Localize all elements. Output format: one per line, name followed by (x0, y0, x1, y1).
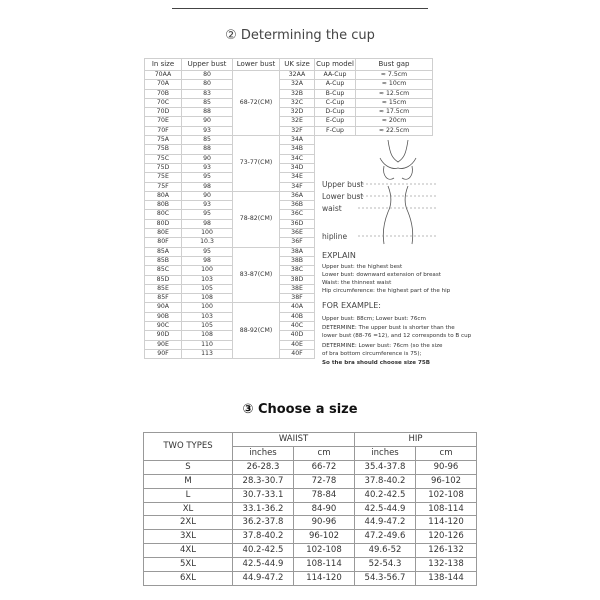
cell-upper-bust: 108 (182, 294, 233, 303)
cell-upper-bust: 100 (182, 266, 233, 275)
cell-uk-size: 34A (280, 136, 315, 145)
cell-hip-inches: 40.2-42.5 (355, 488, 416, 502)
cell-hip-inches: 35.4-37.8 (355, 460, 416, 474)
cell-upper-bust: 98 (182, 256, 233, 265)
cell-upper-bust: 98 (182, 219, 233, 228)
label-waist: waist (322, 204, 342, 213)
header-cup-model: Cup model (315, 59, 356, 71)
cell-in-size: 90E (145, 340, 182, 349)
cell-size: 5XL (144, 558, 233, 572)
cell-upper-bust: 110 (182, 340, 233, 349)
table-row (144, 544, 477, 558)
cell-uk-size: 32A (280, 80, 315, 89)
header-bust-gap: Bust gap (356, 59, 433, 71)
table-row (144, 502, 477, 516)
table-row (145, 108, 433, 117)
cell-hip-cm: 90-96 (416, 460, 477, 474)
table-row (144, 558, 477, 572)
cell-uk-size: 40E (280, 340, 315, 349)
cell-hip-inches: 47.2-49.6 (355, 530, 416, 544)
cell-upper-bust: 105 (182, 284, 233, 293)
cell-in-size: 75D (145, 163, 182, 172)
cell-hip-inches: 52-54.3 (355, 558, 416, 572)
cell-hip-cm: 102-108 (416, 488, 477, 502)
subheader-hip-inches: inches (355, 446, 416, 460)
cell-uk-size: 38E (280, 284, 315, 293)
cell-in-size: 70E (145, 117, 182, 126)
cell-waist-cm: 90-96 (294, 516, 355, 530)
cell-uk-size: 32D (280, 108, 315, 117)
cell-lower-bust-group: 78-82(CM) (233, 191, 280, 247)
cell-upper-bust: 93 (182, 163, 233, 172)
cell-waist-cm: 78-84 (294, 488, 355, 502)
size-section-title: ③ Choose a size (242, 402, 358, 417)
table-row (145, 71, 433, 80)
table-row (144, 530, 477, 544)
cell-lower-bust-group: 68-72(CM) (233, 71, 280, 136)
explain-line: Waist: the thinnest waist (322, 280, 392, 286)
cell-uk-size: 36B (280, 201, 315, 210)
cell-uk-size: 36E (280, 229, 315, 238)
body-outline-figure (318, 136, 474, 246)
header-upper-bust: Upper bust (182, 59, 233, 71)
subheader-waist-inches: inches (233, 446, 294, 460)
cell-in-size: 85F (145, 294, 182, 303)
cell-in-size: 90C (145, 322, 182, 331)
table-row (145, 89, 433, 98)
cell-upper-bust: 103 (182, 275, 233, 284)
cell-upper-bust: 103 (182, 312, 233, 321)
size-table (143, 432, 477, 586)
cell-in-size: 85B (145, 256, 182, 265)
example-line: of bra bottom circumference is 75); (322, 351, 422, 357)
cell-uk-size: 38C (280, 266, 315, 275)
cell-uk-size: 34B (280, 145, 315, 154)
cell-upper-bust: 85 (182, 98, 233, 107)
cell-in-size: 70C (145, 98, 182, 107)
cell-in-size: 80B (145, 201, 182, 210)
cell-cup-model: B-Cup (315, 89, 356, 98)
cell-uk-size: 38A (280, 247, 315, 256)
cell-waist-cm: 114-120 (294, 572, 355, 586)
cell-size: XL (144, 502, 233, 516)
explain-line: Upper bust: the highest best (322, 264, 403, 270)
cell-waist-inches: 33.1-36.2 (233, 502, 294, 516)
cell-uk-size: 36D (280, 219, 315, 228)
table-row (144, 572, 477, 586)
cell-in-size: 80C (145, 210, 182, 219)
cell-upper-bust: 95 (182, 210, 233, 219)
cell-size: M (144, 474, 233, 488)
header-in-size: In size (145, 59, 182, 71)
cell-upper-bust: 90 (182, 154, 233, 163)
cell-upper-bust: 88 (182, 145, 233, 154)
cell-bust-gap: ≈ 7.5cm (356, 71, 433, 80)
cell-lower-bust-group: 73-77(CM) (233, 136, 280, 192)
cell-in-size: 80E (145, 229, 182, 238)
cup-table-header (145, 59, 433, 71)
cell-waist-cm: 72-78 (294, 474, 355, 488)
cell-uk-size: 34C (280, 154, 315, 163)
cell-cup-model: F-Cup (315, 126, 356, 135)
cell-waist-inches: 26-28.3 (233, 460, 294, 474)
cell-upper-bust: 90 (182, 191, 233, 200)
cell-in-size: 70A (145, 80, 182, 89)
cell-upper-bust: 88 (182, 108, 233, 117)
cell-in-size: 75C (145, 154, 182, 163)
cell-in-size: 70AA (145, 71, 182, 80)
cell-upper-bust: 105 (182, 322, 233, 331)
cell-waist-inches: 42.5-44.9 (233, 558, 294, 572)
table-row (144, 516, 477, 530)
cell-waist-cm: 84-90 (294, 502, 355, 516)
cell-size: 6XL (144, 572, 233, 586)
cell-in-size: 85D (145, 275, 182, 284)
cell-upper-bust: 113 (182, 349, 233, 358)
cell-waist-cm: 108-114 (294, 558, 355, 572)
cell-upper-bust: 93 (182, 126, 233, 135)
cell-in-size: 75A (145, 136, 182, 145)
cell-upper-bust: 93 (182, 201, 233, 210)
cell-uk-size: 40D (280, 331, 315, 340)
cell-hip-cm: 132-138 (416, 558, 477, 572)
explain-line: Hip circumference: the highest part of the hip (322, 288, 451, 294)
table-row (144, 488, 477, 502)
cell-uk-size: 32B (280, 89, 315, 98)
table-row (145, 98, 433, 107)
table-row (145, 80, 433, 89)
cell-uk-size: 36C (280, 210, 315, 219)
cell-size: S (144, 460, 233, 474)
cell-upper-bust: 90 (182, 117, 233, 126)
cell-bust-gap: ≈ 10cm (356, 80, 433, 89)
cell-uk-size: 40F (280, 349, 315, 358)
cell-hip-inches: 42.5-44.9 (355, 502, 416, 516)
cell-upper-bust: 10.3 (182, 238, 233, 247)
table-row (145, 117, 433, 126)
explain-line: Lower bust: downward extension of breast (322, 272, 441, 278)
header-waist: WAIIST (233, 433, 355, 447)
cell-upper-bust: 98 (182, 182, 233, 191)
cell-uk-size: 34F (280, 182, 315, 191)
cell-uk-size: 38D (280, 275, 315, 284)
cell-in-size: 80A (145, 191, 182, 200)
cell-in-size: 85E (145, 284, 182, 293)
cell-cup-model: D-Cup (315, 108, 356, 117)
size-header-row (144, 433, 477, 447)
example-line: DETERMINE: The upper bust is shorter than the (322, 325, 455, 331)
subheader-hip-cm: cm (416, 446, 477, 460)
cell-upper-bust: 108 (182, 331, 233, 340)
cell-uk-size: 32AA (280, 71, 315, 80)
cell-waist-cm: 96-102 (294, 530, 355, 544)
cell-uk-size: 36F (280, 238, 315, 247)
cell-hip-cm: 114-120 (416, 516, 477, 530)
cell-hip-cm: 120-126 (416, 530, 477, 544)
subheader-waist-cm: cm (294, 446, 355, 460)
cell-uk-size: 40A (280, 303, 315, 312)
body-figure-panel (318, 136, 474, 396)
example-title: FOR EXAMPLE: (322, 301, 381, 310)
cell-upper-bust: 85 (182, 136, 233, 145)
cell-bust-gap: ≈ 15cm (356, 98, 433, 107)
size-table-body (144, 433, 477, 586)
example-line: Upper bust: 88cm; Lower bust: 76cm (322, 316, 426, 322)
cell-in-size: 75E (145, 173, 182, 182)
cell-upper-bust: 100 (182, 303, 233, 312)
cell-uk-size: 32C (280, 98, 315, 107)
label-lower-bust: Lower bust (322, 192, 364, 201)
cell-cup-model: C-Cup (315, 98, 356, 107)
cell-uk-size: 32F (280, 126, 315, 135)
cell-waist-cm: 102-108 (294, 544, 355, 558)
cell-hip-cm: 138-144 (416, 572, 477, 586)
cell-bust-gap: ≈ 12.5cm (356, 89, 433, 98)
cell-in-size: 90D (145, 331, 182, 340)
example-line: DETERMINE: Lower bust: 76cm (so the size (322, 343, 443, 349)
cell-hip-inches: 54.3-56.7 (355, 572, 416, 586)
cell-in-size: 70F (145, 126, 182, 135)
cell-bust-gap: ≈ 17.5cm (356, 108, 433, 117)
cell-waist-inches: 40.2-42.5 (233, 544, 294, 558)
cell-in-size: 80D (145, 219, 182, 228)
cell-in-size: 75F (145, 182, 182, 191)
cell-in-size: 90A (145, 303, 182, 312)
table-row (144, 460, 477, 474)
cell-upper-bust: 83 (182, 89, 233, 98)
top-divider (172, 8, 428, 9)
cell-bust-gap: ≈ 22.5cm (356, 126, 433, 135)
cell-upper-bust: 100 (182, 229, 233, 238)
example-line: lower bust (88-76 =12), and 12 corresponds to B cup (322, 333, 472, 339)
cell-upper-bust: 95 (182, 173, 233, 182)
cell-in-size: 70D (145, 108, 182, 117)
cell-upper-bust: 80 (182, 80, 233, 89)
table-row (145, 126, 433, 135)
label-upper-bust: Upper bust (322, 180, 364, 189)
explain-title: EXPLAIN (322, 251, 356, 260)
cup-section-title: ② Determining the cup (225, 28, 375, 43)
table-row (144, 474, 477, 488)
cell-in-size: 85C (145, 266, 182, 275)
cell-upper-bust: 95 (182, 247, 233, 256)
cell-lower-bust-group: 88-92(CM) (233, 303, 280, 359)
cell-in-size: 80F (145, 238, 182, 247)
cell-cup-model: E-Cup (315, 117, 356, 126)
cell-size: 4XL (144, 544, 233, 558)
cell-hip-inches: 49.6-52 (355, 544, 416, 558)
cell-hip-inches: 37.8-40.2 (355, 474, 416, 488)
cell-waist-inches: 28.3-30.7 (233, 474, 294, 488)
cell-waist-inches: 30.7-33.1 (233, 488, 294, 502)
cell-size: 3XL (144, 530, 233, 544)
cell-upper-bust: 80 (182, 71, 233, 80)
example-conclusion: So the bra should choose size 75B (322, 360, 431, 366)
cell-uk-size: 34E (280, 173, 315, 182)
header-lower-bust: Lower bust (233, 59, 280, 71)
cell-uk-size: 34D (280, 163, 315, 172)
cell-uk-size: 38F (280, 294, 315, 303)
cell-uk-size: 38B (280, 256, 315, 265)
cell-uk-size: 40B (280, 312, 315, 321)
cell-size: L (144, 488, 233, 502)
cell-uk-size: 40C (280, 322, 315, 331)
cell-waist-inches: 44.9-47.2 (233, 572, 294, 586)
cell-waist-cm: 66-72 (294, 460, 355, 474)
cell-cup-model: AA-Cup (315, 71, 356, 80)
cell-hip-cm: 108-114 (416, 502, 477, 516)
cell-waist-inches: 36.2-37.8 (233, 516, 294, 530)
cell-hip-cm: 96-102 (416, 474, 477, 488)
header-two-types: TWO TYPES (144, 433, 233, 461)
cell-cup-model: A-Cup (315, 80, 356, 89)
cell-hip-cm: 126-132 (416, 544, 477, 558)
label-hipline: hipline (322, 232, 348, 241)
cell-hip-inches: 44.9-47.2 (355, 516, 416, 530)
cell-waist-inches: 37.8-40.2 (233, 530, 294, 544)
cell-in-size: 90F (145, 349, 182, 358)
header-uk-size: UK size (280, 59, 315, 71)
cell-uk-size: 32E (280, 117, 315, 126)
header-hip: HIP (355, 433, 477, 447)
cell-in-size: 85A (145, 247, 182, 256)
cell-bust-gap: ≈ 20cm (356, 117, 433, 126)
cell-in-size: 75B (145, 145, 182, 154)
cell-size: 2XL (144, 516, 233, 530)
cell-lower-bust-group: 83-87(CM) (233, 247, 280, 303)
cell-in-size: 90B (145, 312, 182, 321)
cell-in-size: 70B (145, 89, 182, 98)
cell-uk-size: 36A (280, 191, 315, 200)
